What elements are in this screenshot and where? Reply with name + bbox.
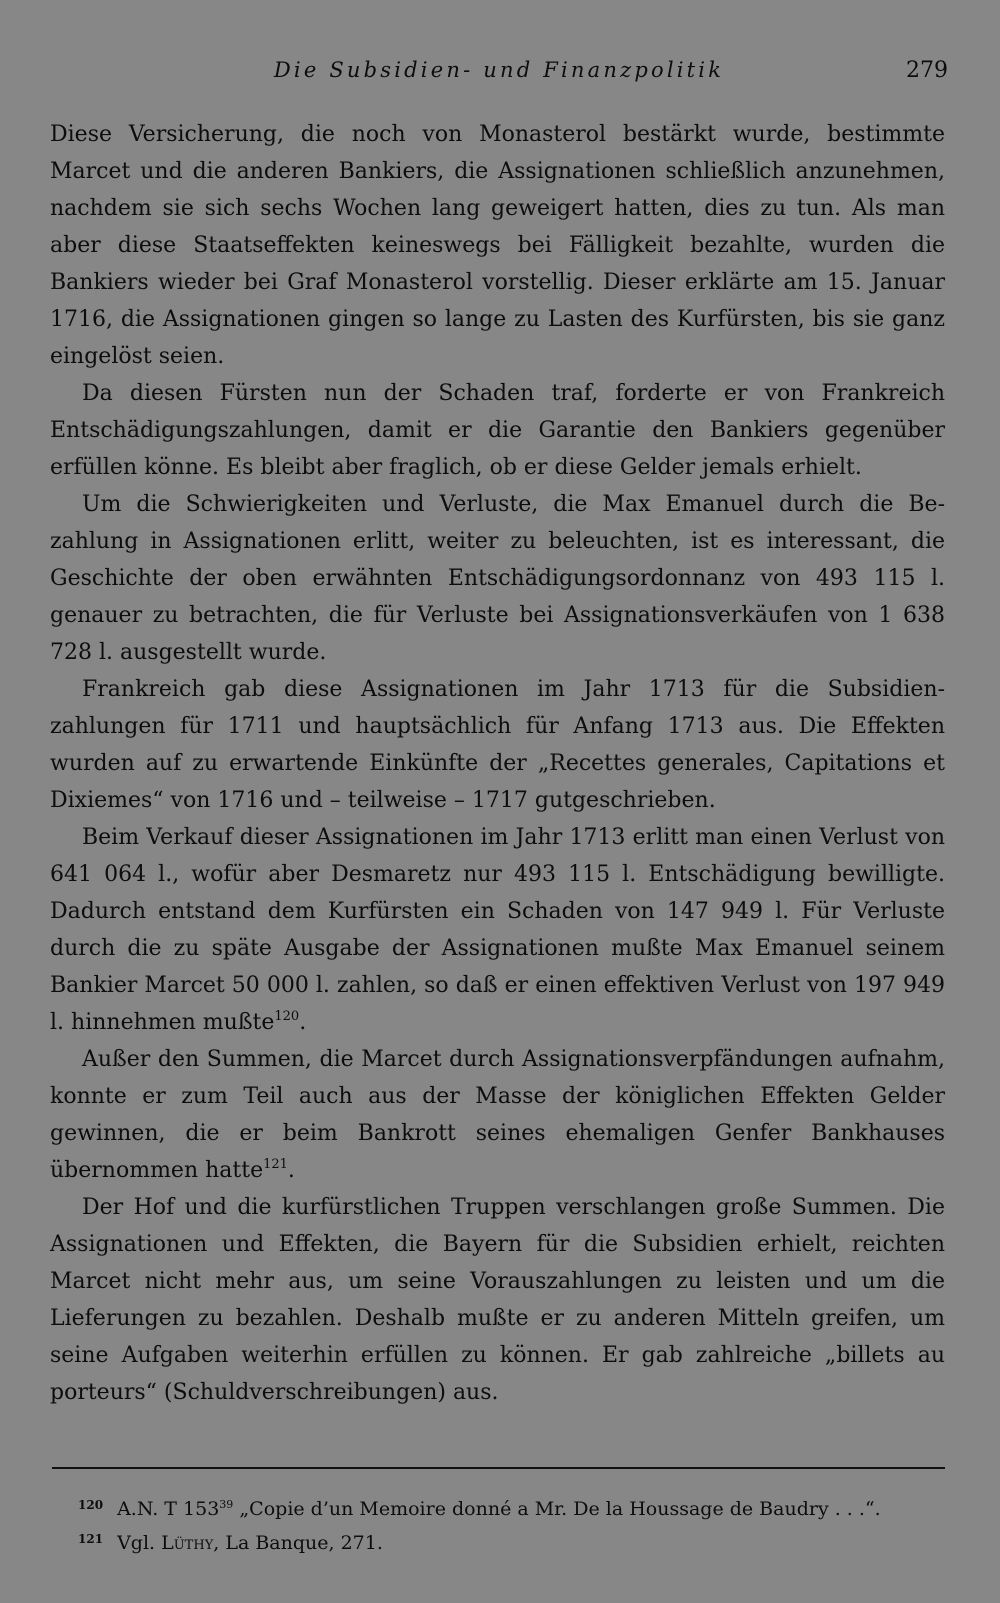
paragraph [50,671,945,819]
paragraph [50,486,945,671]
footnote-reference: 120 [274,1009,300,1024]
footnote [78,1524,958,1558]
footnote-text: A.N. T 153 [117,1498,220,1520]
paragraph [50,819,945,1041]
running-title: Die Subsidien- und Finanzpolitik [273,58,725,82]
paragraph [50,375,945,486]
paragraph-text: Außer den Summen, die Marcet durch Assignationsverpfändungen aufnahm, konnte er zum Teil auch aus der Masse der königlichen Effekten Gelder gewinnen, die er beim Bankrott seines ehemaligen Genfer Bankhauses übernommen hatte [50,1047,945,1183]
paragraph-end: . [299,1010,307,1035]
paragraph-text: Der Hof und die kurfürstlichen Truppen verschlangen große Summen. Die Assignationen und Effekten, die Bayern für die Subsidien erhielt, reichten Marcet nicht mehr aus, um seine Vorauszahlungen zu leisten und um die Lieferungen zu bezahlen. Deshalb mußte er zu anderen Mitteln greifen, um seine Aufgaben weiterhin erfüllen zu können. Er gab zahlreiche „billets au porteurs“ (Schuldverschreibungen) aus. [50,1195,945,1405]
page-header [50,58,948,94]
paragraph-text: Um die Schwierigkeiten und Verluste, die Max Emanuel durch die Bezahlung in Assignationen erlitt, weiter zu beleuchten, ist es interessant, die Geschichte der oben erwähnten Entschädigungsordonnanz von 493 115 l. genauer zu betrachten, die für Verluste bei Assignationsverkäufen von 1 638 728 l. ausgestellt wurde. [50,492,945,665]
paragraph-text: Beim Verkauf dieser Assignationen im Jahr 1713 erlitt man einen Verlust von 641 064 l., wofür aber Desmaretz nur 493 115 l. Entschädigung bewilligte. Dadurch entstand dem Kurfürsten ein Schaden von 147 949 l. Für Verluste durch die zu späte Ausgabe der Assignationen mußte Max Emanuel seinem Bankier Marcet 50 000 l. zahlen, so daß er einen effektiven Verlust von 197 949 l. hinnehmen mußte [50,825,945,1035]
footnote-superscript: 39 [219,1498,234,1511]
paragraph [50,1189,945,1411]
footnote-text: , La Banque, 271. [213,1532,383,1554]
footnotes [78,1490,958,1558]
paragraph-text: Da diesen Fürsten nun der Schaden traf, forderte er von Frankreich Entschädigungszahlungen, damit er die Garantie den Bankiers gegenüber erfüllen könne. Es bleibt aber fraglich, ob er diese Gelder jemals erhielt. [50,381,945,480]
footnote-divider [52,1467,945,1469]
footnote-author: Lüthy [161,1532,214,1554]
footnote-text: „Copie d’un Memoire donné a Mr. De la Houssage de Baudry . . .“. [233,1498,881,1520]
paragraph-end: . [287,1158,295,1183]
book-page [50,0,950,1603]
footnote-reference: 121 [263,1157,288,1172]
footnote-text: Vgl. [117,1532,162,1554]
page-number: 279 [906,58,948,83]
footnote [78,1490,958,1524]
footnote-number: 121 [78,1532,104,1546]
paragraph-text: Diese Versicherung, die noch von Monasterol bestärkt wurde, bestimmte Marcet und die anderen Bankiers, die Assignationen schließlich anzunehmen, nachdem sie sich sechs Wochen lang geweigert hatten, dies zu tun. Als man aber diese Staatseffekten keineswegs bei Fälligkeit bezahlte, wurden die Bankiers wieder bei Graf Monasterol vorstellig. Dieser erklärte am 15. Januar 1716, die Assignationen gingen so lange zu Lasten des Kurfürsten, bis sie ganz eingelöst seien. [50,122,945,369]
paragraph-text: Frankreich gab diese Assignationen im Jahr 1713 für die Subsidienzahlungen für 1711 und hauptsächlich für Anfang 1713 aus. Die Effekten wurden auf zu erwartende Einkünfte der „Recettes generales, Capitations et Dixiemes“ von 1716 und – teilweise – 1717 gutgeschrieben. [50,677,945,813]
paragraph [50,1041,945,1189]
footnote-number: 120 [78,1498,104,1512]
body-text [50,116,945,1411]
paragraph [50,116,945,375]
